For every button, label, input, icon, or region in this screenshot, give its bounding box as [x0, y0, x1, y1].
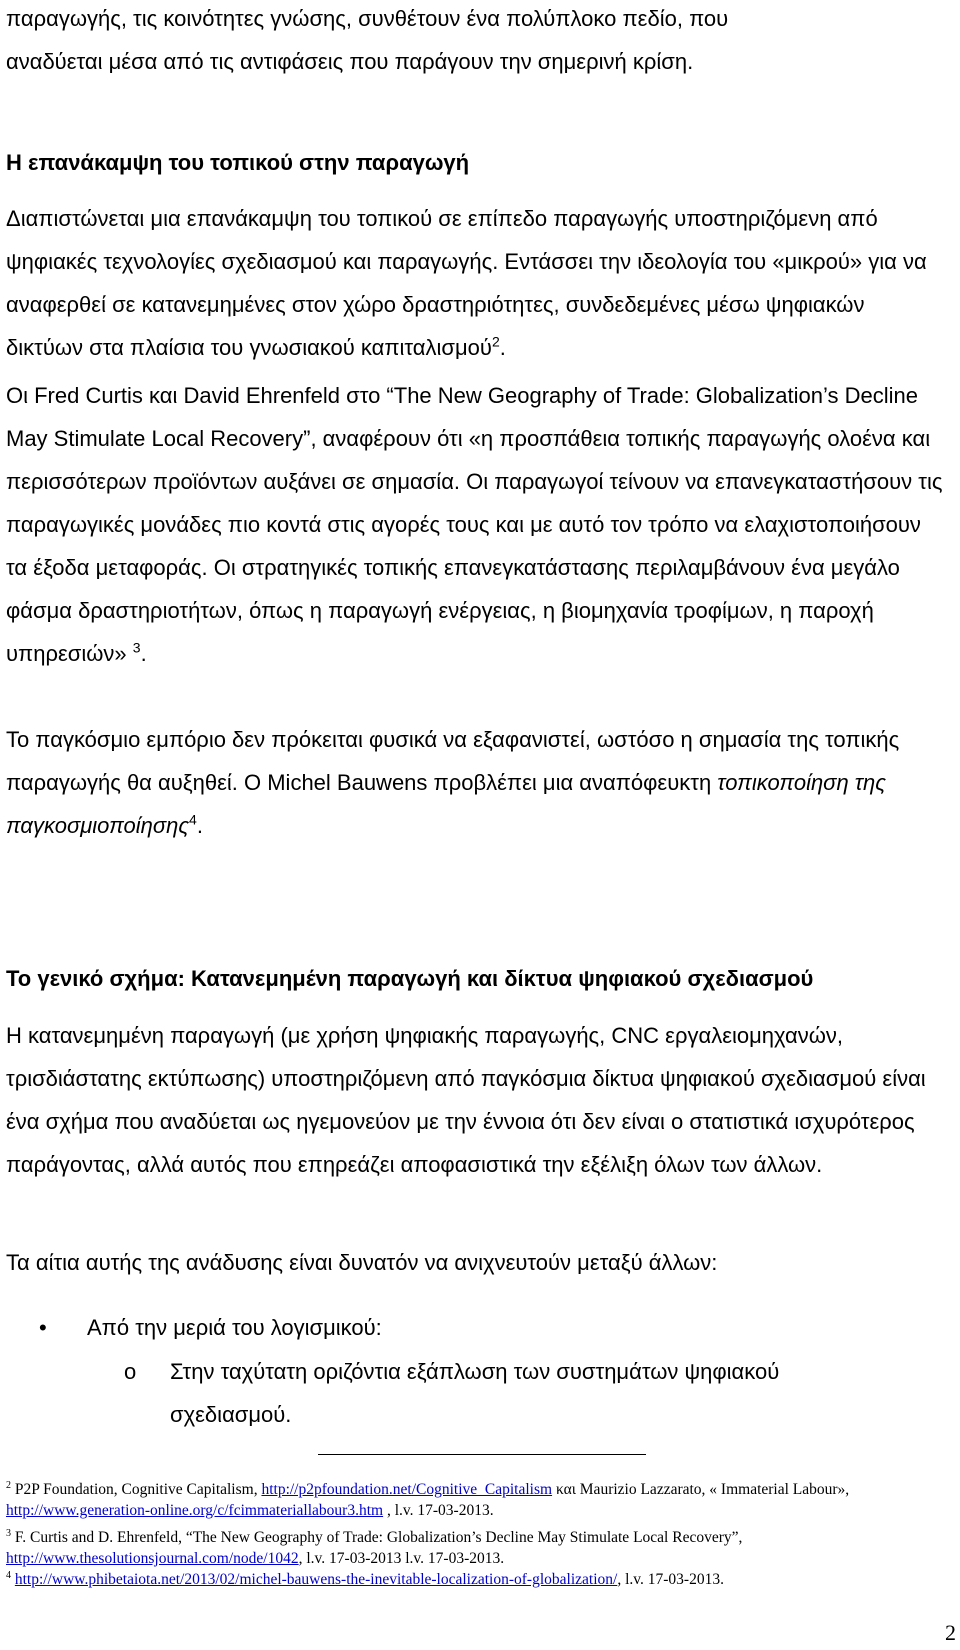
- footnote-number: 4: [6, 1569, 11, 1581]
- footnote-3: [6, 1527, 946, 1569]
- footnotes: [6, 1479, 946, 1590]
- paragraph-distributed-production: Η κατανεμημένη παραγωγή (με χρήση ψηφιακής παραγωγής, CNC εργαλειομηχανών, τρισδιάστατης εκτύπωσης) υποστηριζόμενη από παγκόσμια δίκτυα ψηφιακού σχεδιασμού είναι ένα σχήμα που αναδύεται ως ηγεμονεύον με την έννοια ότι δεν είναι ο στατιστικά ισχυρότερος παράγοντας, αλλά αυτός που επηρεάζει αποφασιστικά την εξέλιξη όλων των άλλων.: [6, 1023, 926, 1177]
- footnote-number: 2: [6, 1479, 11, 1491]
- footnote-4: [6, 1569, 946, 1590]
- paragraph-end: .: [196, 813, 203, 838]
- footnote-2: [6, 1479, 946, 1521]
- section-heading-distributed-production: Το γενικό σχήμα: Κατανεμημένη παραγωγή και δίκτυα ψηφιακού σχεδιασμού: [6, 966, 814, 991]
- footnote-number: 3: [6, 1527, 11, 1539]
- bullet-text: Από την μεριά του λογισμικού:: [87, 1315, 382, 1340]
- footnote-ref-3[interactable]: 3: [132, 639, 141, 656]
- footnote-link[interactable]: http://www.phibetaiota.net/2013/02/michel-bauwens-the-inevitable-localization-of-globalization/: [14, 1571, 618, 1588]
- paragraph-text: Οι Fred Curtis και David Ehrenfeld στο “The New Geography of Trade: Globalization’s Decline May Stimulate Local Recovery”, αναφέρουν ότι «η προσπάθεια τοπικής παραγωγής ολοένα και περισσότερων προϊόντων αυξάνει σε σημασία. Οι παραγωγοί τείνουν να επανεγκαταστήσουν τις παραγωγικές μονάδες πιο κοντά στις αγορές τους και με αυτό τον τρόπο να ελαχιστοποιήσουν τα έξοδα μεταφοράς. Οι στρατηγικές τοπικής επανεγκατάστασης περιλαμβάνουν ένα μεγάλο φάσμα δραστηριοτήτων, όπως η παραγωγή ενέργειας, η βιομηχανία τροφίμων, η παροχή υπηρεσιών»: [6, 383, 943, 666]
- intro-line-1: παραγωγής, τις κοινότητες γνώσης, συνθέτουν ένα πολύπλοκο πεδίο, που: [6, 6, 729, 31]
- footnote-text: και Maurizio Lazzarato, « Immaterial Labour»,: [552, 1481, 850, 1498]
- paragraph-curtis-ehrenfeld: [6, 374, 946, 675]
- footnote-text: , l.v. 17-03-2013.: [617, 1571, 724, 1588]
- sub-bullet-line-1: Στην ταχύτατη οριζόντια εξάπλωση των συστημάτων ψηφιακού: [170, 1359, 780, 1384]
- footnote-separator: [318, 1454, 646, 1455]
- sub-bullet-line-2: σχεδιασμού.: [170, 1402, 292, 1427]
- footnote-ref-2[interactable]: 2: [491, 333, 500, 350]
- footnote-text: , l.v. 17-03-2013.: [383, 1502, 494, 1519]
- intro-line-2: αναδύεται μέσα από τις αντιφάσεις που παράγουν την σημερινή κρίση.: [6, 49, 694, 74]
- footnote-ref-4[interactable]: 4: [189, 811, 197, 828]
- footnote-link[interactable]: http://www.thesolutionsjournal.com/node/1042: [6, 1550, 299, 1567]
- footnote-link[interactable]: http://www.generation-online.org/c/fcimmateriallabour3.htm: [6, 1502, 384, 1519]
- footnote-link[interactable]: http://p2pfoundation.net/Cognitive_Capitalism: [261, 1481, 553, 1498]
- section-heading-local-production: Η επανάκαμψη του τοπικού στην παραγωγή: [6, 150, 470, 175]
- italic-phrase: τοπικοποίηση της παγκοσμιοποίησης: [6, 770, 886, 838]
- footnote-text: F. Curtis and D. Ehrenfeld, “The New Geography of Trade: Globalization’s Decline May Stimulate Local Recovery”,: [11, 1529, 743, 1546]
- page-number: 2: [945, 1620, 956, 1645]
- bullet-dot: •: [39, 1315, 47, 1340]
- paragraph-global-trade: [6, 718, 946, 847]
- paragraph-causes: Τα αίτια αυτής της ανάδυσης είναι δυνατόν να ανιχνευτούν μεταξύ άλλων:: [6, 1250, 718, 1275]
- intro-paragraph: [6, 0, 946, 83]
- sub-bullet-text: [170, 1350, 930, 1436]
- paragraph-text: Το παγκόσμιο εμπόριο δεν πρόκειται φυσικά να εξαφανιστεί, ωστόσο η σημασία της τοπικής παραγωγής θα αυξηθεί. Ο Michel Bauwens προβλέπει μια αναπόφευκτη: [6, 727, 900, 795]
- paragraph-end: .: [140, 641, 147, 666]
- paragraph-local-revival: [6, 197, 946, 369]
- footnote-text: P2P Foundation, Cognitive Capitalism,: [11, 1481, 262, 1498]
- paragraph-text: Διαπιστώνεται μια επανάκαμψη του τοπικού σε επίπεδο παραγωγής υποστηριζόμενη από ψηφιακές τεχνολογίες σχεδιασμού και παραγωγής. Εντάσσει την ιδεολογία του «μικρού» για να αναφερθεί σε κατανεμημένες στον χώρο δραστηριότητες, συνδεδεμένες μέσω ψηφιακών δικτύων στα πλαίσια του γνωσιακού καπιταλισμού: [6, 206, 927, 360]
- paragraph-end: .: [499, 335, 506, 360]
- sub-bullet-marker: o: [124, 1359, 137, 1384]
- footnote-text: , l.v. 17-03-2013 l.v. 17-03-2013.: [298, 1550, 505, 1567]
